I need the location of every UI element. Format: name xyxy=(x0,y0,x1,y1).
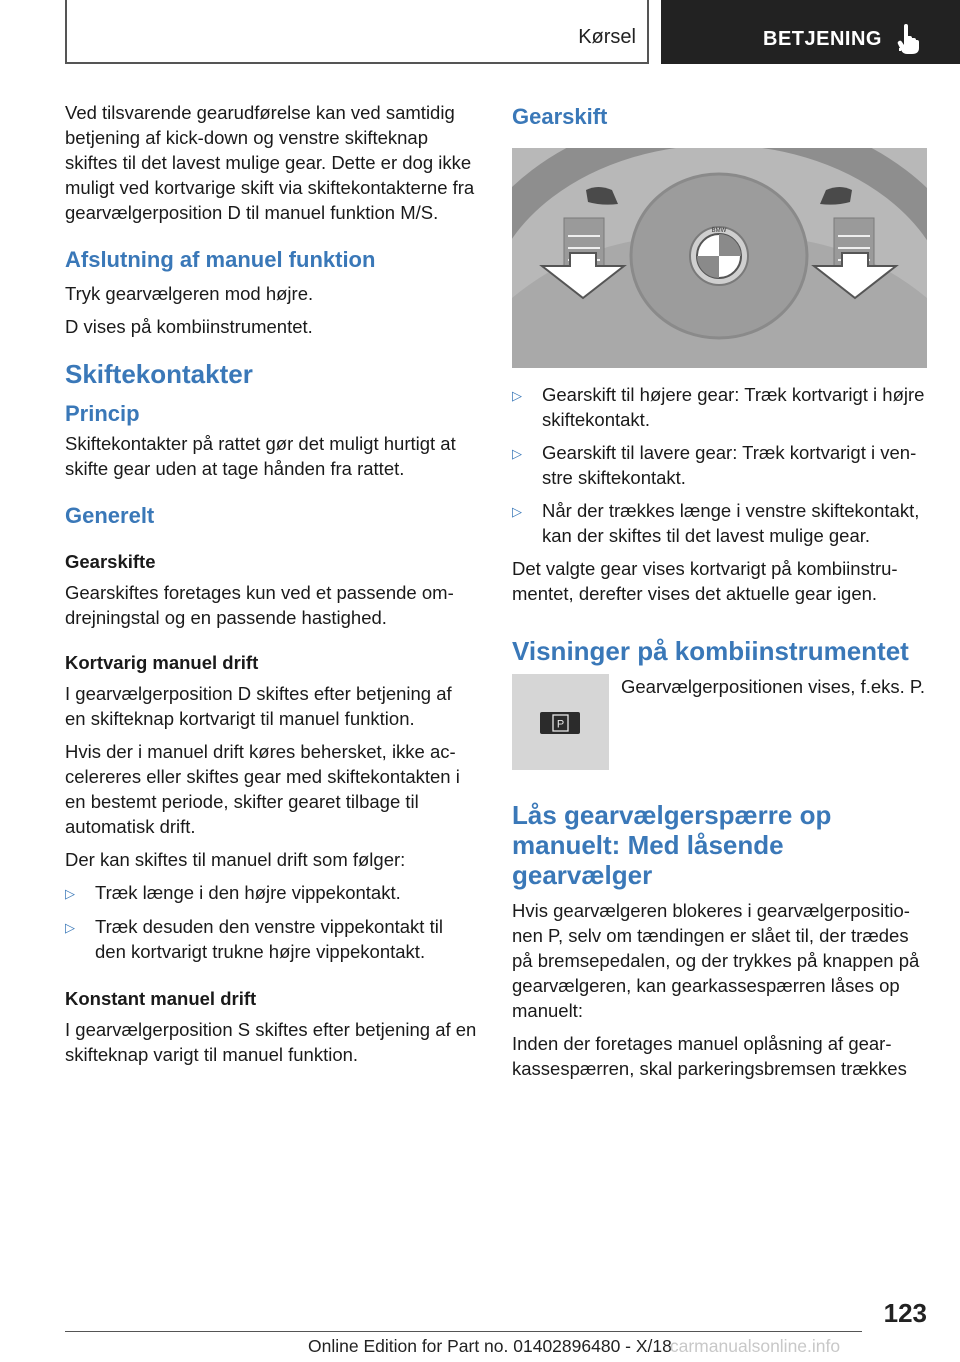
list-item: ▷ Træk desuden den venstre vippekontakt til den kortvarigt trukne højre vippekontakt. xyxy=(65,916,443,962)
chapter-tab[interactable] xyxy=(661,0,960,64)
afslutning-p2: D vises på kombiinstrumentet. xyxy=(65,316,313,337)
section-title: Kørsel xyxy=(578,26,636,48)
kortvarig-p3: Der kan skiftes til manuel drift som følger: xyxy=(65,849,406,870)
afslutning-p1: Tryk gearvælgeren mod højre. xyxy=(65,283,314,304)
heading-generelt: Generelt xyxy=(65,503,155,528)
heading-afslutning: Afslutning af manuel funktion xyxy=(65,247,376,272)
triangle-bullet-icon: ▷ xyxy=(512,446,522,461)
list-item: ▷ Når der trækkes længe i venstre skiftekontakt, kan der skiftes til det lavest mulige gear. xyxy=(512,500,920,546)
kortvarig-p1: I gearvælgerposition D skiftes efter betjening af en skifteknap kortvarigt til manuel funktion. xyxy=(65,683,452,729)
steering-wheel-illustration xyxy=(512,148,927,368)
display-indicator xyxy=(512,674,927,770)
chapter-tab-label: BETJENING xyxy=(763,28,882,50)
gearskift-after: Det valgte gear vises kortvarigt på kombiinstrumentet, derefter vises det aktuelle gear igen. xyxy=(512,558,898,604)
heading-kortvarig: Kortvarig manuel drift xyxy=(65,652,259,673)
left-column xyxy=(65,100,477,1075)
display-thumbnail xyxy=(512,674,609,770)
footer-watermark: carmanualsonline.info xyxy=(669,1336,841,1356)
header-box xyxy=(65,0,649,64)
display-symbol: P xyxy=(556,718,565,731)
heading-visninger: Visninger på kombiinstrumentet xyxy=(512,636,909,666)
princip-text: Skiftekontakter på rattet gør det muligt hurtigt at skifte gear uden at tage hånden fra rattet. xyxy=(65,433,456,479)
triangle-bullet-icon: ▷ xyxy=(65,920,75,935)
heading-laas: Lås gearvælgerspærre op manuelt: Med låsende gearvælger xyxy=(512,800,832,890)
list-item: ▷ Træk længe i den højre vippekontakt. xyxy=(65,880,477,906)
triangle-bullet-icon: ▷ xyxy=(512,504,522,519)
laas-p1: Hvis gearvælgeren blokeres i gearvælgerpositionen P, selv om tændingen er slået til, der trædes på bremsepedalen, og der trykkes på knappen på gearvælgeren, kan gearkassespærren låses op manuelt: xyxy=(512,900,920,1021)
list-item: ▷ Gearskift til højere gear: Træk kortvarigt i højre skiftekontakt. xyxy=(512,384,925,430)
footer-edition: Online Edition for Part no. 01402896480 - X/18carmanualsonline.info xyxy=(308,1336,841,1356)
kortvarig-p2: Hvis der i manuel drift køres behersket, ikke accelereres eller skiftes gear med skiftekontakten i en bestemt periode, skifter gearet tilbage til automatisk drift. xyxy=(65,741,460,837)
heading-konstant: Konstant manuel drift xyxy=(65,988,257,1009)
pointing-hand-icon xyxy=(897,24,919,59)
footer-divider xyxy=(65,1331,862,1332)
triangle-bullet-icon: ▷ xyxy=(65,886,75,901)
figure-logo: BMW xyxy=(711,228,727,234)
visninger-text: Gearvælgerpositionen vises, f.eks. P. xyxy=(621,676,926,697)
heading-gearskift: Gearskift xyxy=(512,104,608,129)
gearskifte-text: Gearskiftes foretages kun ved et passende omdrejningstal og en passende hastighed. xyxy=(65,582,454,628)
konstant-text: I gearvælgerposition S skiftes efter betjening af en skifteknap varigt til manuel funktion. xyxy=(65,1019,477,1065)
laas-p2: Inden der foretages manuel oplåsning af gearkassespærren, skal parkeringsbremsen trækkes xyxy=(512,1033,907,1079)
heading-gearskifte: Gearskifte xyxy=(65,551,156,572)
heading-skiftekontakter: Skiftekontakter xyxy=(65,359,253,389)
heading-princip: Princip xyxy=(65,401,140,426)
intro-paragraph: Ved tilsvarende gearudførelse kan ved samtidig betjening af kick-down og venstre skifteknap skiftes til det lavest mulige gear. Dette er dog ikke muligt ved kortvarige skift via skiftekontakterne fra gearvælgerposition D til manuel funktion M/S. xyxy=(65,102,475,223)
triangle-bullet-icon: ▷ xyxy=(512,388,522,403)
list-item: ▷ Gearskift til lavere gear: Træk kortvarigt i venstre skiftekontakt. xyxy=(512,442,917,488)
right-column xyxy=(512,100,927,1089)
page-number: 123 xyxy=(883,1298,927,1328)
